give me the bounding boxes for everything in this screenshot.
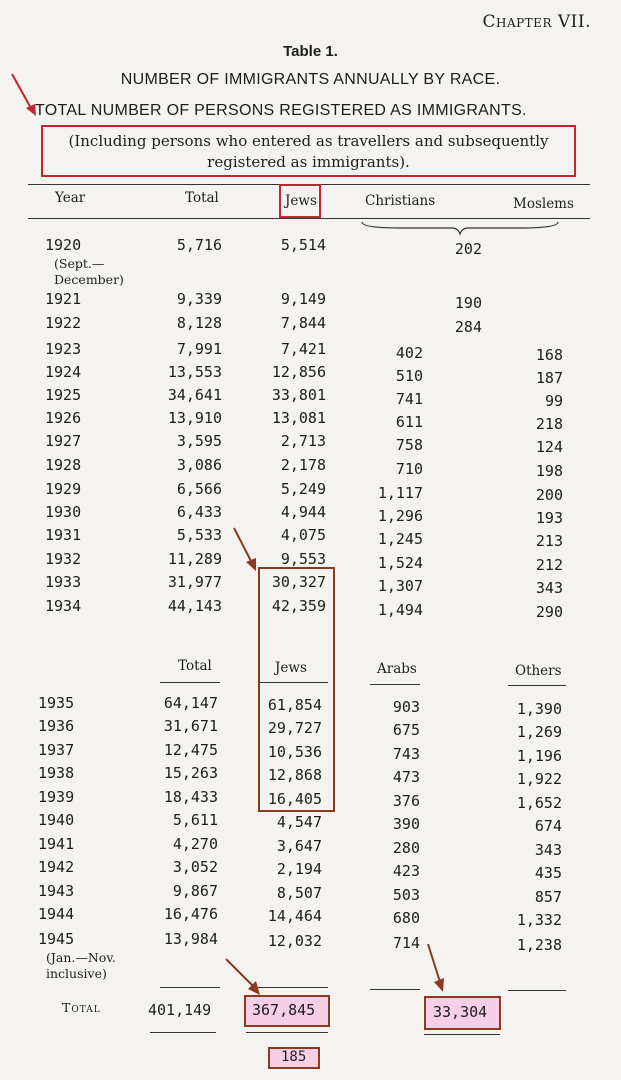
arabs-cell: 280: [392, 839, 420, 857]
jews-cell: 12,856: [271, 363, 326, 381]
total-cell: 16,476: [163, 905, 218, 923]
jews-cell: 12,868: [267, 766, 322, 784]
year-cell: 1922: [45, 314, 82, 332]
others-cell: 1,269: [516, 723, 562, 741]
moslems-cell: 187: [535, 369, 563, 387]
total-cell: 6,433: [176, 503, 222, 521]
year-cell: 1935: [38, 694, 75, 712]
total-underline-total: [150, 1032, 216, 1033]
header-brace: [360, 218, 560, 238]
year-cell: 1920: [45, 236, 82, 254]
year-cell: 1938: [38, 764, 75, 782]
year-cell: 1923: [45, 340, 82, 358]
jews-cell: 12,032: [267, 932, 322, 950]
others-cell: 1,332: [516, 911, 562, 929]
total-cell: 13,553: [167, 363, 222, 381]
moslems-cell: 212: [535, 556, 563, 574]
others-cell: 1,196: [516, 747, 562, 765]
moslems-cell: 99: [544, 392, 563, 410]
total-cell: 15,263: [163, 764, 218, 782]
arabs-cell: 903: [392, 698, 420, 716]
total-cell: 11,289: [167, 550, 222, 568]
year-cell: 1941: [38, 835, 75, 853]
total-arabs: 33,304: [433, 1003, 488, 1021]
christians-cell: 510: [395, 367, 423, 385]
christians-cell: 1,307: [377, 577, 423, 595]
page-number: 185: [281, 1049, 307, 1065]
total-cell: 7,991: [176, 340, 222, 358]
total-cell: 12,475: [163, 741, 218, 759]
table-title: Table 1.: [283, 43, 338, 60]
moslems-cell: 168: [535, 346, 563, 364]
chapter-heading: Chapter VII.: [482, 12, 591, 32]
header-total: Total: [185, 190, 219, 206]
jews-cell: 9,149: [280, 290, 326, 308]
jews-cell: 2,713: [280, 432, 326, 450]
christians-cell: 758: [395, 436, 423, 454]
header-moslems: Moslems: [513, 196, 574, 212]
christians-cell: 402: [395, 344, 423, 362]
jews-cell: 7,421: [280, 340, 326, 358]
total-cell: 5,533: [176, 526, 222, 544]
total-cell: 9,339: [176, 290, 222, 308]
others-cell: 343: [534, 841, 562, 859]
pretotal-rule-total: [160, 987, 220, 988]
jews-cell: 4,944: [280, 503, 326, 521]
others-cell: 1,652: [516, 794, 562, 812]
jews-cell: 14,464: [267, 907, 322, 925]
moslems-cell: 200: [535, 486, 563, 504]
arabs-cell: 714: [392, 934, 420, 952]
jews-cell: 3,647: [276, 837, 322, 855]
arabs-cell: 390: [392, 815, 420, 833]
total-cell: 64,147: [163, 694, 218, 712]
brown-arrow-icon: [222, 955, 264, 999]
table-heading-main: NUMBER OF IMMIGRANTS ANNUALLY BY RACE.: [120, 71, 501, 88]
jews-cell: 16,405: [267, 790, 322, 808]
arabs-cell: 473: [392, 768, 420, 786]
jews-1933-1939-highlight-box: [258, 567, 335, 812]
total-cell: 9,867: [172, 882, 218, 900]
year-cell: 1925: [45, 386, 82, 404]
brown-arrow-icon: [230, 525, 262, 573]
jews-cell: 61,854: [267, 696, 322, 714]
total-cell: 3,052: [172, 858, 218, 876]
year-cell: 1939: [38, 788, 75, 806]
arabs-cell: 503: [392, 886, 420, 904]
total-cell: 6,566: [176, 480, 222, 498]
header2-arabs: Arabs: [377, 661, 417, 677]
pretotal-rule-others: [508, 990, 566, 991]
christians-cell: 611: [395, 413, 423, 431]
note-box: [41, 125, 576, 177]
others-cell: 1,238: [516, 936, 562, 954]
total-underline-arabs: [424, 1034, 500, 1035]
total-label: Total: [62, 1000, 101, 1015]
christians-cell: 1,494: [377, 601, 423, 619]
header-year: Year: [55, 190, 86, 206]
christians-cell: 1,296: [377, 507, 423, 525]
jews-cell: 30,327: [271, 573, 326, 591]
year-cell: 1931: [45, 526, 82, 544]
year-cell: 1924: [45, 363, 82, 381]
christians-moslems-combined-cell: 202: [454, 240, 482, 258]
arabs-cell: 680: [392, 909, 420, 927]
others-cell: 857: [534, 888, 562, 906]
moslems-cell: 124: [535, 438, 563, 456]
moslems-cell: 198: [535, 462, 563, 480]
arabs-cell: 423: [392, 862, 420, 880]
header2-others: Others: [515, 663, 562, 679]
moslems-cell: 218: [535, 415, 563, 433]
year-cell: 1945: [38, 930, 75, 948]
year-cell: 1943: [38, 882, 75, 900]
year-cell: 1937: [38, 741, 75, 759]
others-cell: 435: [534, 864, 562, 882]
year-cell: 1942: [38, 858, 75, 876]
year-cell: 1933: [45, 573, 82, 591]
note-line-2: registered as immigrants).: [207, 153, 410, 171]
brown-arrow-icon: [420, 940, 450, 996]
header2-rule-others: [508, 685, 566, 686]
christians-cell: 1,524: [377, 554, 423, 572]
total-cell: 5,611: [172, 811, 218, 829]
total-cell: 4,270: [172, 835, 218, 853]
total-cell: 44,143: [167, 597, 222, 615]
total-cell: 3,595: [176, 432, 222, 450]
moslems-cell: 343: [535, 579, 563, 597]
christians-cell: 741: [395, 390, 423, 408]
jews-cell: 4,075: [280, 526, 326, 544]
others-cell: 674: [534, 817, 562, 835]
header2-rule-arabs: [370, 684, 420, 685]
year-cell: 1936: [38, 717, 75, 735]
total-cell: 5,716: [176, 236, 222, 254]
year-cell: 1927: [45, 432, 82, 450]
note-line-1: (Including persons who entered as travellers and subsequently: [68, 132, 549, 150]
christians-cell: 1,245: [377, 530, 423, 548]
header2-total: Total: [178, 658, 212, 674]
total-underline-jews: [246, 1032, 328, 1033]
total-jews: 367,845: [252, 1001, 316, 1019]
jews-cell: 9,553: [280, 550, 326, 568]
total-cell: 34,641: [167, 386, 222, 404]
total-cell: 18,433: [163, 788, 218, 806]
year-cell: 1930: [45, 503, 82, 521]
jews-cell: 33,801: [271, 386, 326, 404]
jews-cell: 29,727: [267, 719, 322, 737]
header2-jews: Jews: [275, 660, 307, 676]
jews-cell: 4,547: [276, 813, 322, 831]
christians-moslems-combined-cell: 284: [454, 318, 482, 336]
total-cell: 13,984: [163, 930, 218, 948]
table-heading-sub: TOTAL NUMBER OF PERSONS REGISTERED AS IMMIGRANTS.: [35, 102, 527, 119]
header2-rule-total: [160, 682, 220, 683]
jews-cell: 10,536: [267, 743, 322, 761]
header-jews: Jews: [285, 193, 317, 209]
year-cell: 1940: [38, 811, 75, 829]
moslems-cell: 290: [535, 603, 563, 621]
jews-cell: 5,514: [280, 236, 326, 254]
total-cell: 8,128: [176, 314, 222, 332]
moslems-cell: 193: [535, 509, 563, 527]
jews-cell: 8,507: [276, 884, 322, 902]
year-cell: 1929: [45, 480, 82, 498]
total-cell: 3,086: [176, 456, 222, 474]
total-cell: 31,671: [163, 717, 218, 735]
total-all: 401,149: [148, 1001, 212, 1019]
christians-cell: 1,117: [377, 484, 423, 502]
moslems-cell: 213: [535, 532, 563, 550]
others-cell: 1,390: [516, 700, 562, 718]
year-cell: 1928: [45, 456, 82, 474]
year-cell: 1932: [45, 550, 82, 568]
others-cell: 1,922: [516, 770, 562, 788]
year-note: (Jan.—Nov. inclusive): [46, 950, 116, 981]
total-cell: 13,910: [167, 409, 222, 427]
jews-cell: 2,194: [276, 860, 322, 878]
arabs-cell: 376: [392, 792, 420, 810]
year-cell: 1944: [38, 905, 75, 923]
pretotal-rule-jews: [258, 987, 328, 988]
year-cell: 1921: [45, 290, 82, 308]
pretotal-rule-arabs: [370, 989, 420, 990]
jews-cell: 13,081: [271, 409, 326, 427]
christians-cell: 710: [395, 460, 423, 478]
year-note: (Sept.— December): [54, 256, 124, 287]
arabs-cell: 675: [392, 721, 420, 739]
jews-cell: 5,249: [280, 480, 326, 498]
arabs-cell: 743: [392, 745, 420, 763]
header-christians: Christians: [365, 193, 436, 209]
christians-moslems-combined-cell: 190: [454, 294, 482, 312]
year-cell: 1926: [45, 409, 82, 427]
year-cell: 1934: [45, 597, 82, 615]
jews-cell: 42,359: [271, 597, 326, 615]
jews-cell: 2,178: [280, 456, 326, 474]
jews-cell: 7,844: [280, 314, 326, 332]
total-cell: 31,977: [167, 573, 222, 591]
